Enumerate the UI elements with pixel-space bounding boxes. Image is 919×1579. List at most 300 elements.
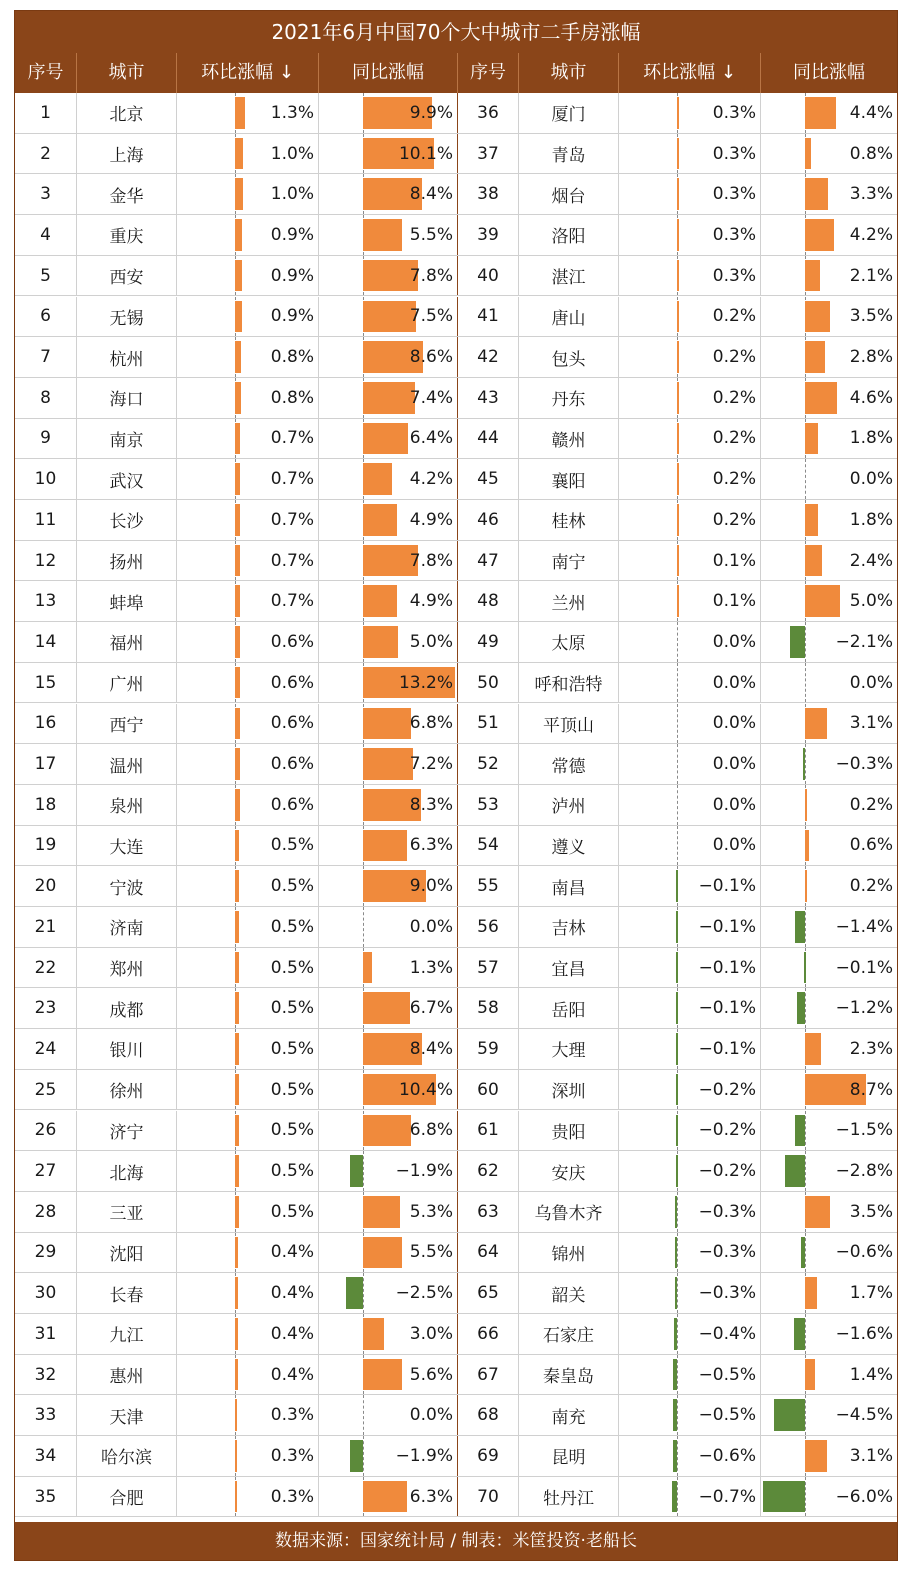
yoy-value: 3.1% [849, 713, 893, 734]
city-cell [518, 378, 618, 418]
mom-value: −0.1% [698, 1038, 756, 1059]
mom-value: 0.3% [270, 1405, 314, 1426]
mom-cell [176, 215, 318, 255]
city-value: 襄阳 [551, 471, 586, 492]
rank-cell [15, 93, 76, 133]
city-value: 大连 [109, 837, 144, 858]
city-value: 西安 [109, 268, 144, 289]
city-value: 包头 [551, 349, 586, 370]
mom-value: 0.6% [270, 631, 314, 652]
header-rank-left: 序号 [27, 62, 64, 83]
city-cell [518, 663, 618, 703]
rank-cell [15, 1436, 76, 1476]
rank-value: 39 [477, 224, 499, 245]
city-cell [76, 297, 176, 337]
rank-cell [457, 1355, 518, 1395]
rank-value: 52 [477, 754, 499, 775]
table-row [15, 1273, 897, 1314]
column-divider [457, 1477, 458, 1517]
rank-value: 33 [34, 1405, 57, 1426]
mom-cell [176, 93, 318, 133]
data-table [14, 10, 898, 1561]
city-cell [518, 1395, 618, 1435]
city-value: 三亚 [109, 1204, 144, 1225]
mom-value: 0.0% [712, 713, 756, 734]
yoy-cell [318, 419, 457, 459]
yoy-cell [318, 256, 457, 296]
mom-value: 0.5% [270, 957, 314, 978]
mom-value: 0.2% [712, 428, 756, 449]
column-divider [457, 93, 458, 133]
mom-cell [176, 907, 318, 947]
city-cell [518, 1477, 618, 1517]
table-row [15, 785, 897, 826]
mom-value: 0.3% [712, 184, 756, 205]
mom-value: 0.8% [270, 387, 314, 408]
table-row [15, 704, 897, 745]
city-cell [518, 419, 618, 459]
rank-cell [457, 663, 518, 703]
mom-cell [618, 1111, 760, 1151]
mom-cell [176, 622, 318, 662]
mom-cell [176, 419, 318, 459]
rank-cell [15, 988, 76, 1028]
yoy-cell [760, 337, 897, 377]
city-cell [76, 215, 176, 255]
rank-cell [457, 744, 518, 784]
mom-value: 0.5% [270, 1120, 314, 1141]
rank-value: 44 [477, 428, 499, 449]
city-cell [76, 1233, 176, 1273]
rank-cell [15, 297, 76, 337]
table-row [15, 1151, 897, 1192]
rank-cell [15, 663, 76, 703]
city-cell [518, 907, 618, 947]
rank-value: 5 [40, 265, 51, 286]
column-divider [457, 1192, 458, 1232]
yoy-value: −1.5% [835, 1120, 893, 1141]
rank-value: 12 [34, 550, 57, 571]
mom-value: 0.1% [712, 591, 756, 612]
mom-cell [618, 500, 760, 540]
mom-value: −0.1% [698, 957, 756, 978]
yoy-cell [760, 1111, 897, 1151]
mom-cell [176, 1111, 318, 1151]
city-value: 蚌埠 [109, 593, 144, 614]
yoy-cell [318, 1355, 457, 1395]
rank-cell [457, 1273, 518, 1313]
yoy-cell [318, 541, 457, 581]
yoy-value: 2.3% [849, 1038, 893, 1059]
rank-value: 1 [40, 102, 51, 123]
mom-value: 0.5% [270, 916, 314, 937]
column-divider [457, 419, 458, 459]
city-cell [518, 1233, 618, 1273]
table-row [15, 1395, 897, 1436]
table-row [15, 663, 897, 704]
rank-cell [457, 93, 518, 133]
city-cell [518, 500, 618, 540]
column-divider [457, 988, 458, 1028]
city-value: 广州 [109, 675, 144, 696]
column-divider [457, 1314, 458, 1354]
yoy-value: 6.3% [409, 1486, 453, 1507]
city-cell [76, 988, 176, 1028]
rank-value: 30 [34, 1283, 57, 1304]
city-cell [76, 826, 176, 866]
yoy-cell [318, 1477, 457, 1517]
mom-cell [618, 541, 760, 581]
mom-cell [176, 1029, 318, 1069]
yoy-cell [760, 826, 897, 866]
yoy-cell [760, 1029, 897, 1069]
table-row [15, 988, 897, 1029]
yoy-cell [760, 785, 897, 825]
city-value: 哈尔滨 [101, 1448, 152, 1469]
mom-cell [176, 826, 318, 866]
rank-value: 51 [477, 713, 499, 734]
yoy-cell [318, 826, 457, 866]
mom-cell [176, 337, 318, 377]
yoy-cell [760, 93, 897, 133]
yoy-cell [318, 215, 457, 255]
yoy-cell [760, 866, 897, 906]
rank-cell [457, 866, 518, 906]
table-footer: 数据来源：国家统计局 / 制表：米筐投资·老船长 [15, 1522, 897, 1560]
mom-cell [176, 581, 318, 621]
city-cell [76, 134, 176, 174]
mom-cell [176, 174, 318, 214]
table-row [15, 1436, 897, 1477]
yoy-cell [318, 704, 457, 744]
city-cell [76, 1477, 176, 1517]
column-divider [457, 1273, 458, 1313]
yoy-value: 5.0% [409, 631, 453, 652]
city-value: 南宁 [551, 553, 586, 574]
mom-cell [176, 1355, 318, 1395]
rank-cell [15, 744, 76, 784]
rank-cell [15, 581, 76, 621]
mom-value: 0.3% [270, 1445, 314, 1466]
city-cell [518, 1111, 618, 1151]
mom-cell [618, 785, 760, 825]
rank-value: 35 [34, 1486, 57, 1507]
rank-value: 8 [40, 387, 51, 408]
city-value: 遵义 [551, 837, 586, 858]
mom-cell [176, 1151, 318, 1191]
mom-cell [176, 1070, 318, 1110]
mom-value: −0.2% [698, 1161, 756, 1182]
mom-cell [618, 1192, 760, 1232]
yoy-value: 4.4% [849, 102, 893, 123]
mom-value: 0.0% [712, 794, 756, 815]
mom-value: −0.5% [698, 1405, 756, 1426]
yoy-value: 7.2% [409, 754, 453, 775]
yoy-cell [318, 93, 457, 133]
column-divider [457, 378, 458, 418]
city-value: 北京 [109, 105, 144, 126]
yoy-value: 2.4% [849, 550, 893, 571]
city-value: 郑州 [109, 960, 144, 981]
rank-value: 36 [477, 102, 499, 123]
city-cell [76, 907, 176, 947]
rank-value: 19 [34, 835, 57, 856]
rank-cell [15, 1273, 76, 1313]
city-cell [518, 297, 618, 337]
yoy-cell [318, 866, 457, 906]
mom-cell [176, 1477, 318, 1517]
mom-value: −0.5% [698, 1364, 756, 1385]
yoy-cell [318, 1395, 457, 1435]
yoy-value: −1.4% [835, 916, 893, 937]
city-value: 太原 [551, 634, 586, 655]
table-row [15, 541, 897, 582]
yoy-cell [318, 297, 457, 337]
city-cell [518, 1355, 618, 1395]
yoy-cell [318, 1070, 457, 1110]
yoy-value: 6.8% [409, 713, 453, 734]
mom-value: 0.0% [712, 754, 756, 775]
mom-value: 0.7% [270, 550, 314, 571]
city-value: 南昌 [551, 878, 586, 899]
city-cell [518, 988, 618, 1028]
yoy-cell [760, 581, 897, 621]
city-value: 桂林 [551, 512, 586, 533]
column-divider [457, 297, 458, 337]
rank-value: 47 [477, 550, 499, 571]
city-cell [76, 459, 176, 499]
rank-cell [457, 988, 518, 1028]
mom-value: 0.9% [270, 265, 314, 286]
city-cell [76, 744, 176, 784]
rank-value: 26 [34, 1120, 57, 1141]
rank-value: 55 [477, 876, 499, 897]
mom-cell [176, 378, 318, 418]
yoy-cell [760, 297, 897, 337]
mom-cell [618, 1233, 760, 1273]
city-value: 深圳 [551, 1082, 586, 1103]
city-cell [518, 459, 618, 499]
rank-value: 20 [34, 876, 57, 897]
column-divider [457, 337, 458, 377]
yoy-value: 5.3% [409, 1201, 453, 1222]
mom-value: 0.3% [712, 143, 756, 164]
yoy-value: 8.6% [409, 347, 453, 368]
city-value: 洛阳 [551, 227, 586, 248]
yoy-cell [760, 907, 897, 947]
city-value: 福州 [109, 634, 144, 655]
yoy-value: 1.4% [849, 1364, 893, 1385]
mom-value: 0.6% [270, 754, 314, 775]
city-cell [76, 1395, 176, 1435]
rank-value: 53 [477, 794, 499, 815]
rank-cell [15, 500, 76, 540]
yoy-cell [318, 1233, 457, 1273]
rank-cell [15, 541, 76, 581]
city-cell [76, 337, 176, 377]
yoy-value: −4.5% [835, 1405, 893, 1426]
yoy-value: 3.1% [849, 1445, 893, 1466]
column-divider [457, 826, 458, 866]
mom-value: −0.7% [698, 1486, 756, 1507]
city-value: 西宁 [109, 715, 144, 736]
mom-cell [176, 988, 318, 1028]
yoy-value: 8.4% [409, 1038, 453, 1059]
mom-value: −0.3% [698, 1283, 756, 1304]
yoy-value: 0.6% [849, 835, 893, 856]
yoy-cell [318, 337, 457, 377]
rank-value: 29 [34, 1242, 57, 1263]
rank-cell [457, 907, 518, 947]
mom-cell [618, 704, 760, 744]
city-value: 石家庄 [543, 1326, 594, 1347]
rank-cell [457, 826, 518, 866]
header-mom-right: 环比涨幅 ↓ [618, 53, 760, 93]
yoy-value: 5.6% [409, 1364, 453, 1385]
table-title: 2021年6月中国70个大中城市二手房涨幅 [15, 11, 897, 53]
rank-cell [457, 1477, 518, 1517]
mom-cell [618, 93, 760, 133]
mom-cell [618, 663, 760, 703]
mom-cell [618, 297, 760, 337]
rank-value: 60 [477, 1079, 499, 1100]
table-row [15, 1029, 897, 1070]
mom-cell [618, 134, 760, 174]
table-row [15, 948, 897, 989]
table-row [15, 215, 897, 256]
rank-value: 70 [477, 1486, 499, 1507]
city-value: 唐山 [551, 308, 586, 329]
rank-cell [15, 1111, 76, 1151]
rank-value: 45 [477, 469, 499, 490]
yoy-cell [318, 988, 457, 1028]
city-value: 南京 [109, 430, 144, 451]
yoy-cell [318, 1111, 457, 1151]
table-row [15, 337, 897, 378]
mom-value: 0.2% [712, 469, 756, 490]
yoy-value: 0.2% [849, 794, 893, 815]
rank-value: 18 [34, 794, 57, 815]
yoy-value: 9.0% [409, 876, 453, 897]
rank-cell [457, 459, 518, 499]
mom-cell [176, 459, 318, 499]
mom-cell [176, 948, 318, 988]
rank-value: 68 [477, 1405, 499, 1426]
rank-cell [457, 1314, 518, 1354]
mom-cell [618, 1355, 760, 1395]
city-cell [518, 337, 618, 377]
yoy-value: 8.7% [849, 1079, 893, 1100]
rank-cell [15, 419, 76, 459]
column-divider [457, 541, 458, 581]
mom-value: 0.8% [270, 347, 314, 368]
city-cell [76, 866, 176, 906]
city-value: 呼和浩特 [534, 675, 603, 696]
rank-cell [15, 1314, 76, 1354]
city-cell [76, 500, 176, 540]
rank-value: 48 [477, 591, 499, 612]
yoy-cell [318, 500, 457, 540]
rank-value: 22 [34, 957, 57, 978]
rank-cell [15, 907, 76, 947]
yoy-value: 10.1% [398, 143, 453, 164]
mom-value: −0.3% [698, 1242, 756, 1263]
city-value: 宜昌 [551, 960, 586, 981]
rank-value: 42 [477, 347, 499, 368]
rank-cell [15, 337, 76, 377]
mom-value: 0.3% [270, 1486, 314, 1507]
mom-value: 0.4% [270, 1242, 314, 1263]
mom-cell [176, 1192, 318, 1232]
table-row [15, 256, 897, 297]
rank-value: 54 [477, 835, 499, 856]
yoy-value: 4.6% [849, 387, 893, 408]
rank-cell [15, 215, 76, 255]
mom-value: 0.5% [270, 1161, 314, 1182]
header-yoy-left: 同比涨幅 [318, 53, 457, 93]
city-cell [76, 419, 176, 459]
city-cell [518, 134, 618, 174]
mom-cell [176, 500, 318, 540]
yoy-cell [318, 622, 457, 662]
rank-value: 28 [34, 1201, 57, 1222]
city-value: 大理 [551, 1041, 586, 1062]
rank-value: 24 [34, 1038, 57, 1059]
mom-value: 1.3% [270, 102, 314, 123]
mom-cell [618, 1070, 760, 1110]
rank-value: 15 [34, 672, 57, 693]
yoy-value: 7.8% [409, 550, 453, 571]
city-cell [76, 1151, 176, 1191]
mom-value: 0.4% [270, 1323, 314, 1344]
column-divider [457, 1151, 458, 1191]
rank-value: 34 [34, 1445, 57, 1466]
mom-value: 0.3% [712, 265, 756, 286]
city-value: 牡丹江 [543, 1489, 594, 1510]
city-cell [76, 541, 176, 581]
rank-cell [457, 581, 518, 621]
rank-cell [457, 337, 518, 377]
city-cell [518, 215, 618, 255]
column-divider [457, 1436, 458, 1476]
rank-value: 49 [477, 631, 499, 652]
table-row [15, 134, 897, 175]
mom-value: 1.0% [270, 143, 314, 164]
mom-value: 0.2% [712, 306, 756, 327]
mom-value: 0.5% [270, 835, 314, 856]
mom-value: −0.1% [698, 916, 756, 937]
mom-value: 0.9% [270, 224, 314, 245]
mom-cell [176, 541, 318, 581]
column-divider [457, 581, 458, 621]
city-value: 上海 [109, 146, 144, 167]
table-row [15, 459, 897, 500]
mom-cell [618, 1314, 760, 1354]
mom-value: −0.1% [698, 998, 756, 1019]
table-row [15, 1233, 897, 1274]
yoy-value: −6.0% [835, 1486, 893, 1507]
mom-value: 0.7% [270, 469, 314, 490]
city-cell [518, 1070, 618, 1110]
yoy-value: 1.8% [849, 428, 893, 449]
mom-cell [618, 744, 760, 784]
city-cell [518, 581, 618, 621]
city-value: 武汉 [109, 471, 144, 492]
yoy-value: 8.4% [409, 184, 453, 205]
mom-cell [618, 256, 760, 296]
city-value: 锦州 [551, 1244, 586, 1265]
city-value: 南充 [551, 1407, 586, 1428]
